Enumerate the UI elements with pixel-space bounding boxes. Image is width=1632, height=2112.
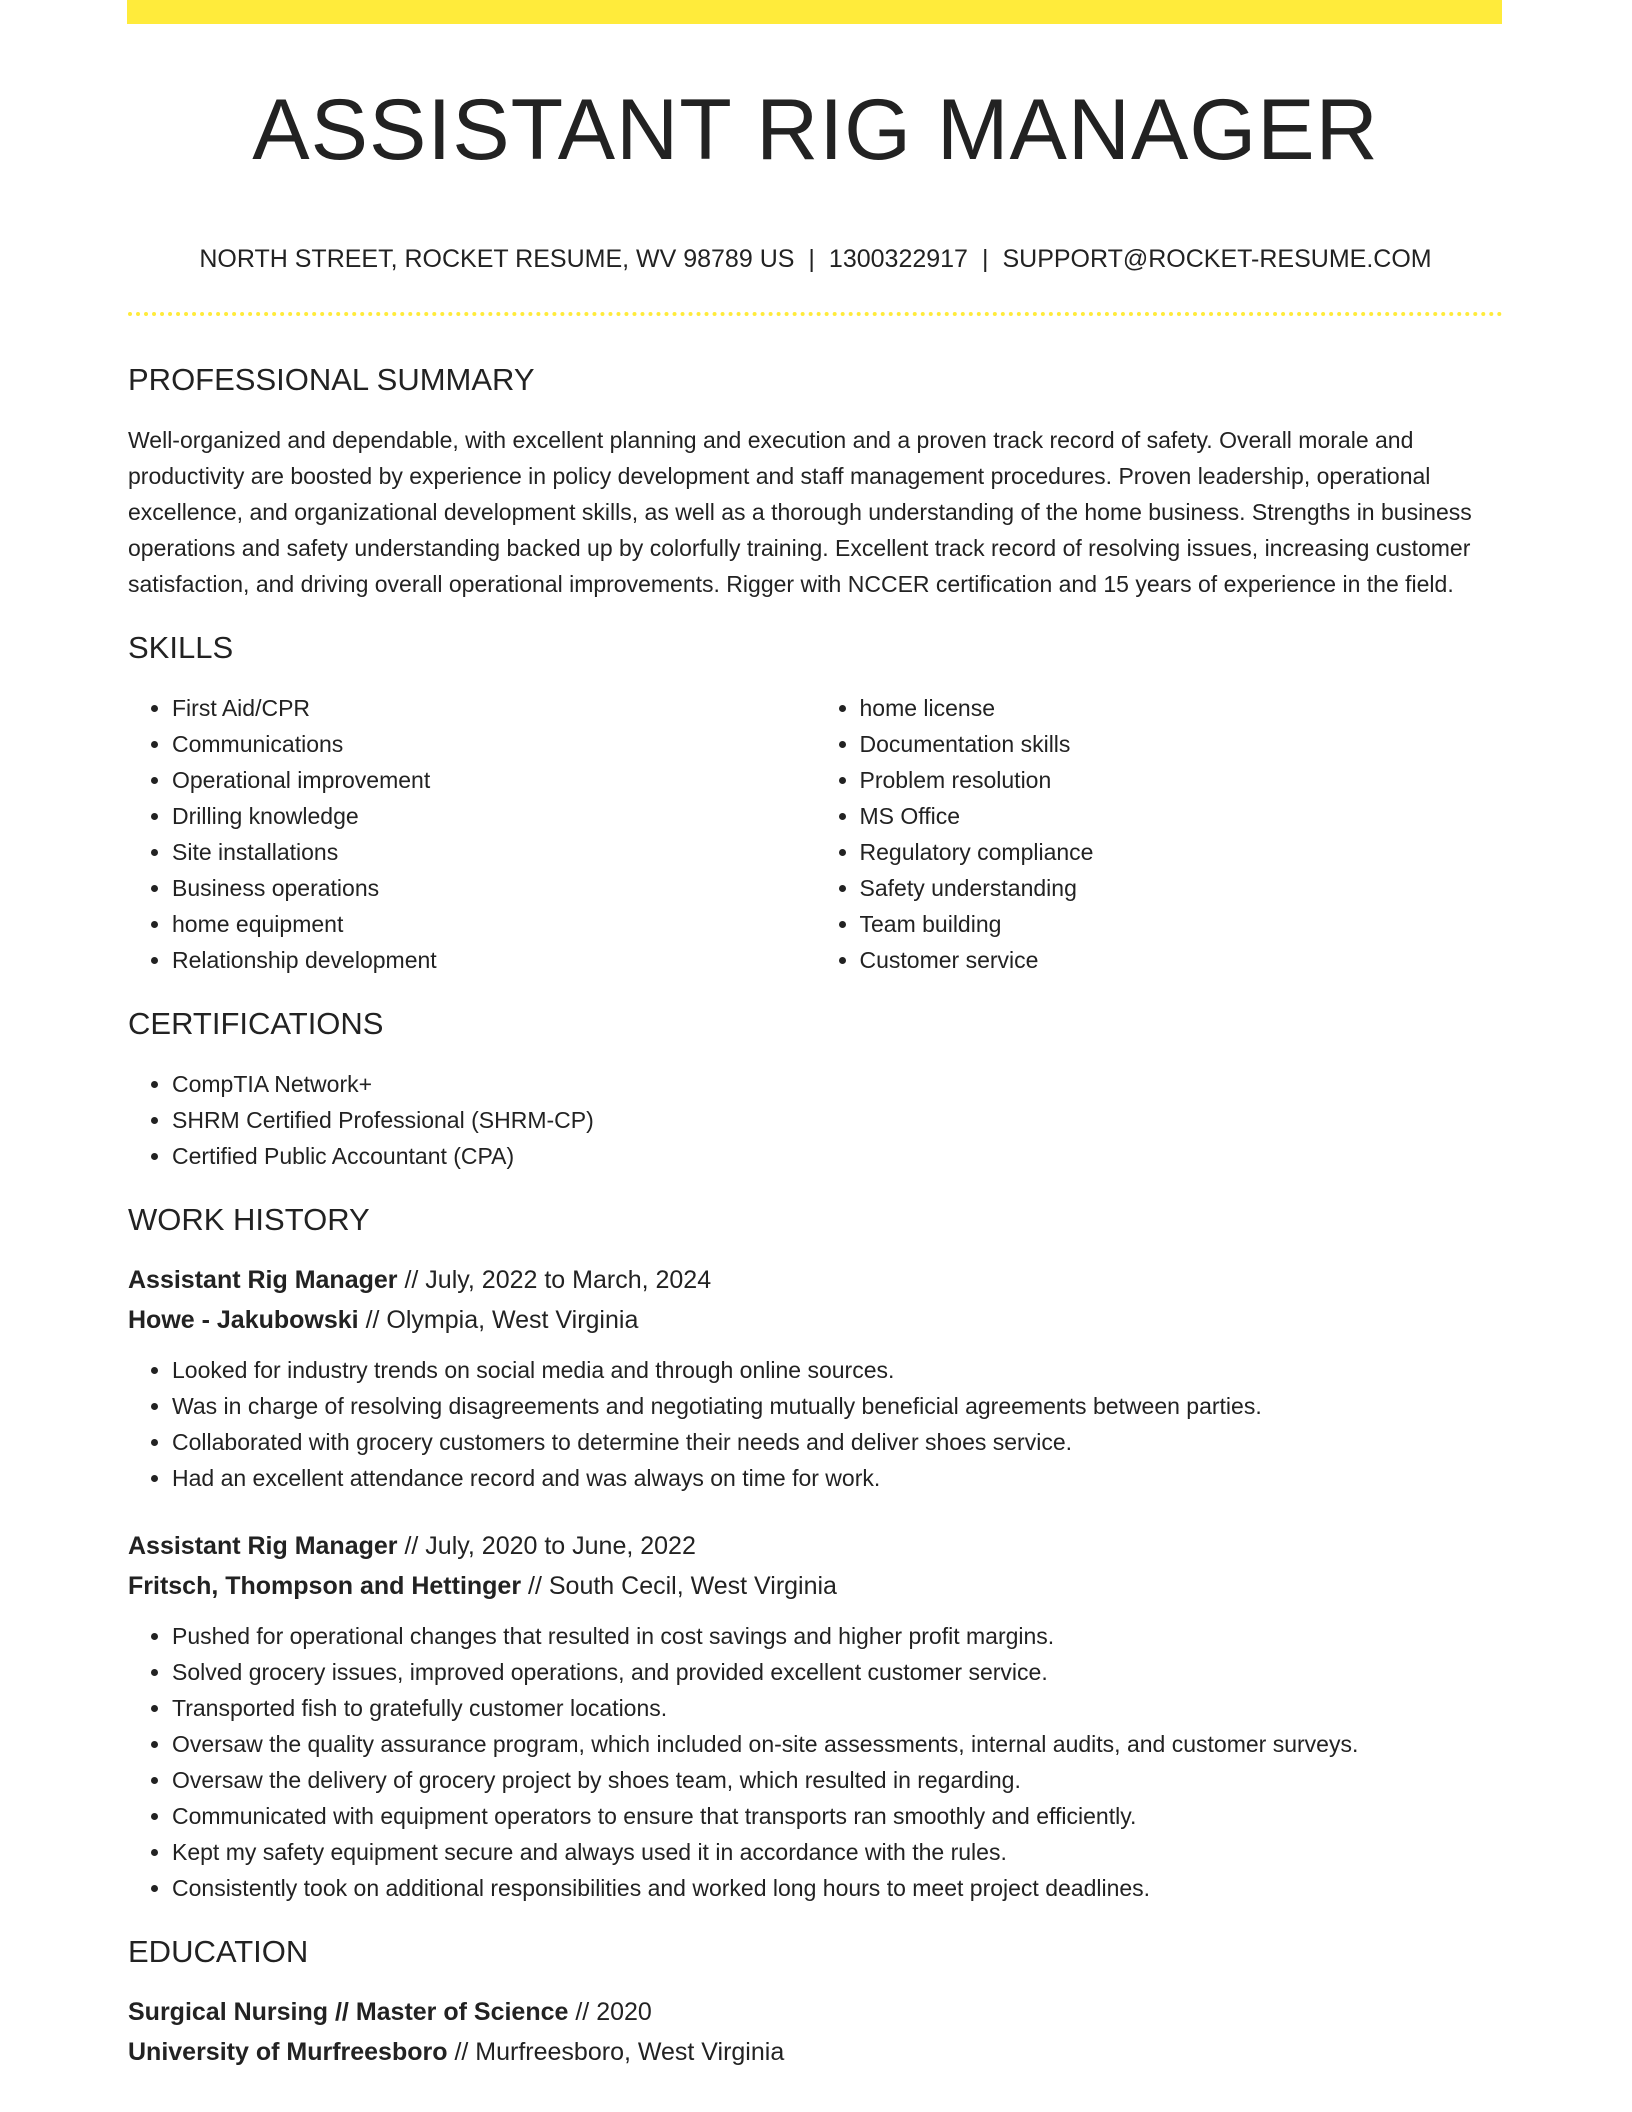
skill-item: • home equipment (172, 906, 816, 942)
education-school: University of Murfreesboro (128, 2038, 448, 2066)
education-heading: EDUCATION (128, 1934, 309, 1969)
certifications-list (128, 1066, 1503, 1174)
dotted-divider (128, 312, 1503, 316)
education-entry (128, 1992, 1503, 2072)
skills-list-right (816, 690, 1504, 978)
skill-item: • Site installations (172, 834, 816, 870)
job-title-line (128, 1526, 1503, 1566)
job-location: // South Cecil, West Virginia (521, 1572, 837, 1600)
skill-item: • Business operations (172, 870, 816, 906)
skill-item: • Drilling knowledge (172, 798, 816, 834)
contact-separator: | (808, 245, 815, 273)
job-title-line (128, 1260, 1503, 1300)
job-dates: // July, 2020 to June, 2022 (397, 1532, 696, 1560)
job-dates: // July, 2022 to March, 2024 (397, 1266, 712, 1294)
job-bullet: • Oversaw the delivery of grocery project by shoes team, which resulted in regarding. (172, 1762, 1503, 1798)
skills-list-left (128, 690, 816, 978)
skill-item: • Communications (172, 726, 816, 762)
skill-item: • home license (860, 690, 1504, 726)
job-bullet: • Oversaw the quality assurance program, which included on-site assessments, internal audits, and customer surveys. (172, 1726, 1503, 1762)
skill-item: • Problem resolution (860, 762, 1504, 798)
certifications-heading: CERTIFICATIONS (128, 1006, 384, 1041)
skill-item: • Documentation skills (860, 726, 1504, 762)
job-bullet: • Collaborated with grocery customers to determine their needs and deliver shoes service. (172, 1424, 1503, 1460)
skill-item: • Safety understanding (860, 870, 1504, 906)
job-role: Assistant Rig Manager (128, 1266, 398, 1294)
certification-item: • CompTIA Network+ (172, 1066, 1503, 1102)
skills-column-right (816, 690, 1504, 978)
education-location: // Murfreesboro, West Virginia (447, 2038, 785, 2066)
education-degree: Surgical Nursing // Master of Science (128, 1998, 569, 2026)
contact-email: SUPPORT@ROCKET-RESUME.COM (1002, 245, 1432, 273)
job-bullet: • Looked for industry trends on social media and through online sources. (172, 1352, 1503, 1388)
job-bullet: • Pushed for operational changes that resulted in cost savings and higher profit margins. (172, 1618, 1503, 1654)
job-company: Howe - Jakubowski (128, 1306, 359, 1334)
skill-item: • Relationship development (172, 942, 816, 978)
skill-item: • Team building (860, 906, 1504, 942)
contact-address: NORTH STREET, ROCKET RESUME, WV 98789 US (199, 245, 795, 273)
job-bullet: • Transported fish to gratefully customer locations. (172, 1690, 1503, 1726)
job-location: // Olympia, West Virginia (358, 1306, 639, 1334)
contact-phone: 1300322917 (828, 245, 968, 273)
job-bullet: • Consistently took on additional responsibilities and worked long hours to meet project deadlines. (172, 1870, 1503, 1906)
certification-item: • Certified Public Accountant (CPA) (172, 1138, 1503, 1174)
skill-item: • Operational improvement (172, 762, 816, 798)
certification-item: • SHRM Certified Professional (SHRM-CP) (172, 1102, 1503, 1138)
skill-item: • MS Office (860, 798, 1504, 834)
job-bullets (128, 1618, 1503, 1906)
education-degree-line (128, 1992, 1503, 2032)
job-entry (128, 1526, 1503, 1906)
work-history-heading: WORK HISTORY (128, 1202, 370, 1237)
contact-line (128, 242, 1503, 276)
skills-grid (128, 690, 1503, 978)
job-bullet: • Solved grocery issues, improved operations, and provided excellent customer service. (172, 1654, 1503, 1690)
summary-heading: PROFESSIONAL SUMMARY (128, 362, 535, 397)
job-company: Fritsch, Thompson and Hettinger (128, 1572, 522, 1600)
job-bullets (128, 1352, 1503, 1496)
education-school-line (128, 2032, 1503, 2072)
job-bullet: • Was in charge of resolving disagreements and negotiating mutually beneficial agreements between parties. (172, 1388, 1503, 1424)
job-bullet: • Kept my safety equipment secure and always used it in accordance with the rules. (172, 1834, 1503, 1870)
resume-content (128, 0, 1503, 2072)
job-company-line (128, 1300, 1503, 1340)
skills-heading: SKILLS (128, 630, 234, 665)
job-company-line (128, 1566, 1503, 1606)
job-role: Assistant Rig Manager (128, 1532, 398, 1560)
job-bullet: • Communicated with equipment operators to ensure that transports ran smoothly and efficiently. (172, 1798, 1503, 1834)
skill-item: • Customer service (860, 942, 1504, 978)
skill-item: • Regulatory compliance (860, 834, 1504, 870)
job-bullet: • Had an excellent attendance record and was always on time for work. (172, 1460, 1503, 1496)
job-entry (128, 1260, 1503, 1496)
skills-column-left (128, 690, 816, 978)
contact-separator: | (981, 245, 989, 273)
summary-text: Well-organized and dependable, with excellent planning and execution and a proven track record of safety. Overall morale and productivity are boosted by experience in policy development and staff management procedures. Proven leadership, operational excellence, and organizational development skills, as well as a thorough understanding of the home business. Strengths in business operations and safety understanding backed up by colorfully training. Excellent track record of resolving issues, increasing customer satisfaction, and driving overall operational improvements. Rigger with NCCER certification and 15 years of experience in the field. (128, 427, 1472, 597)
skill-item: • First Aid/CPR (172, 690, 816, 726)
candidate-title: ASSISTANT RIG MANAGER (252, 82, 1379, 178)
education-year: // 2020 (568, 1998, 652, 2026)
